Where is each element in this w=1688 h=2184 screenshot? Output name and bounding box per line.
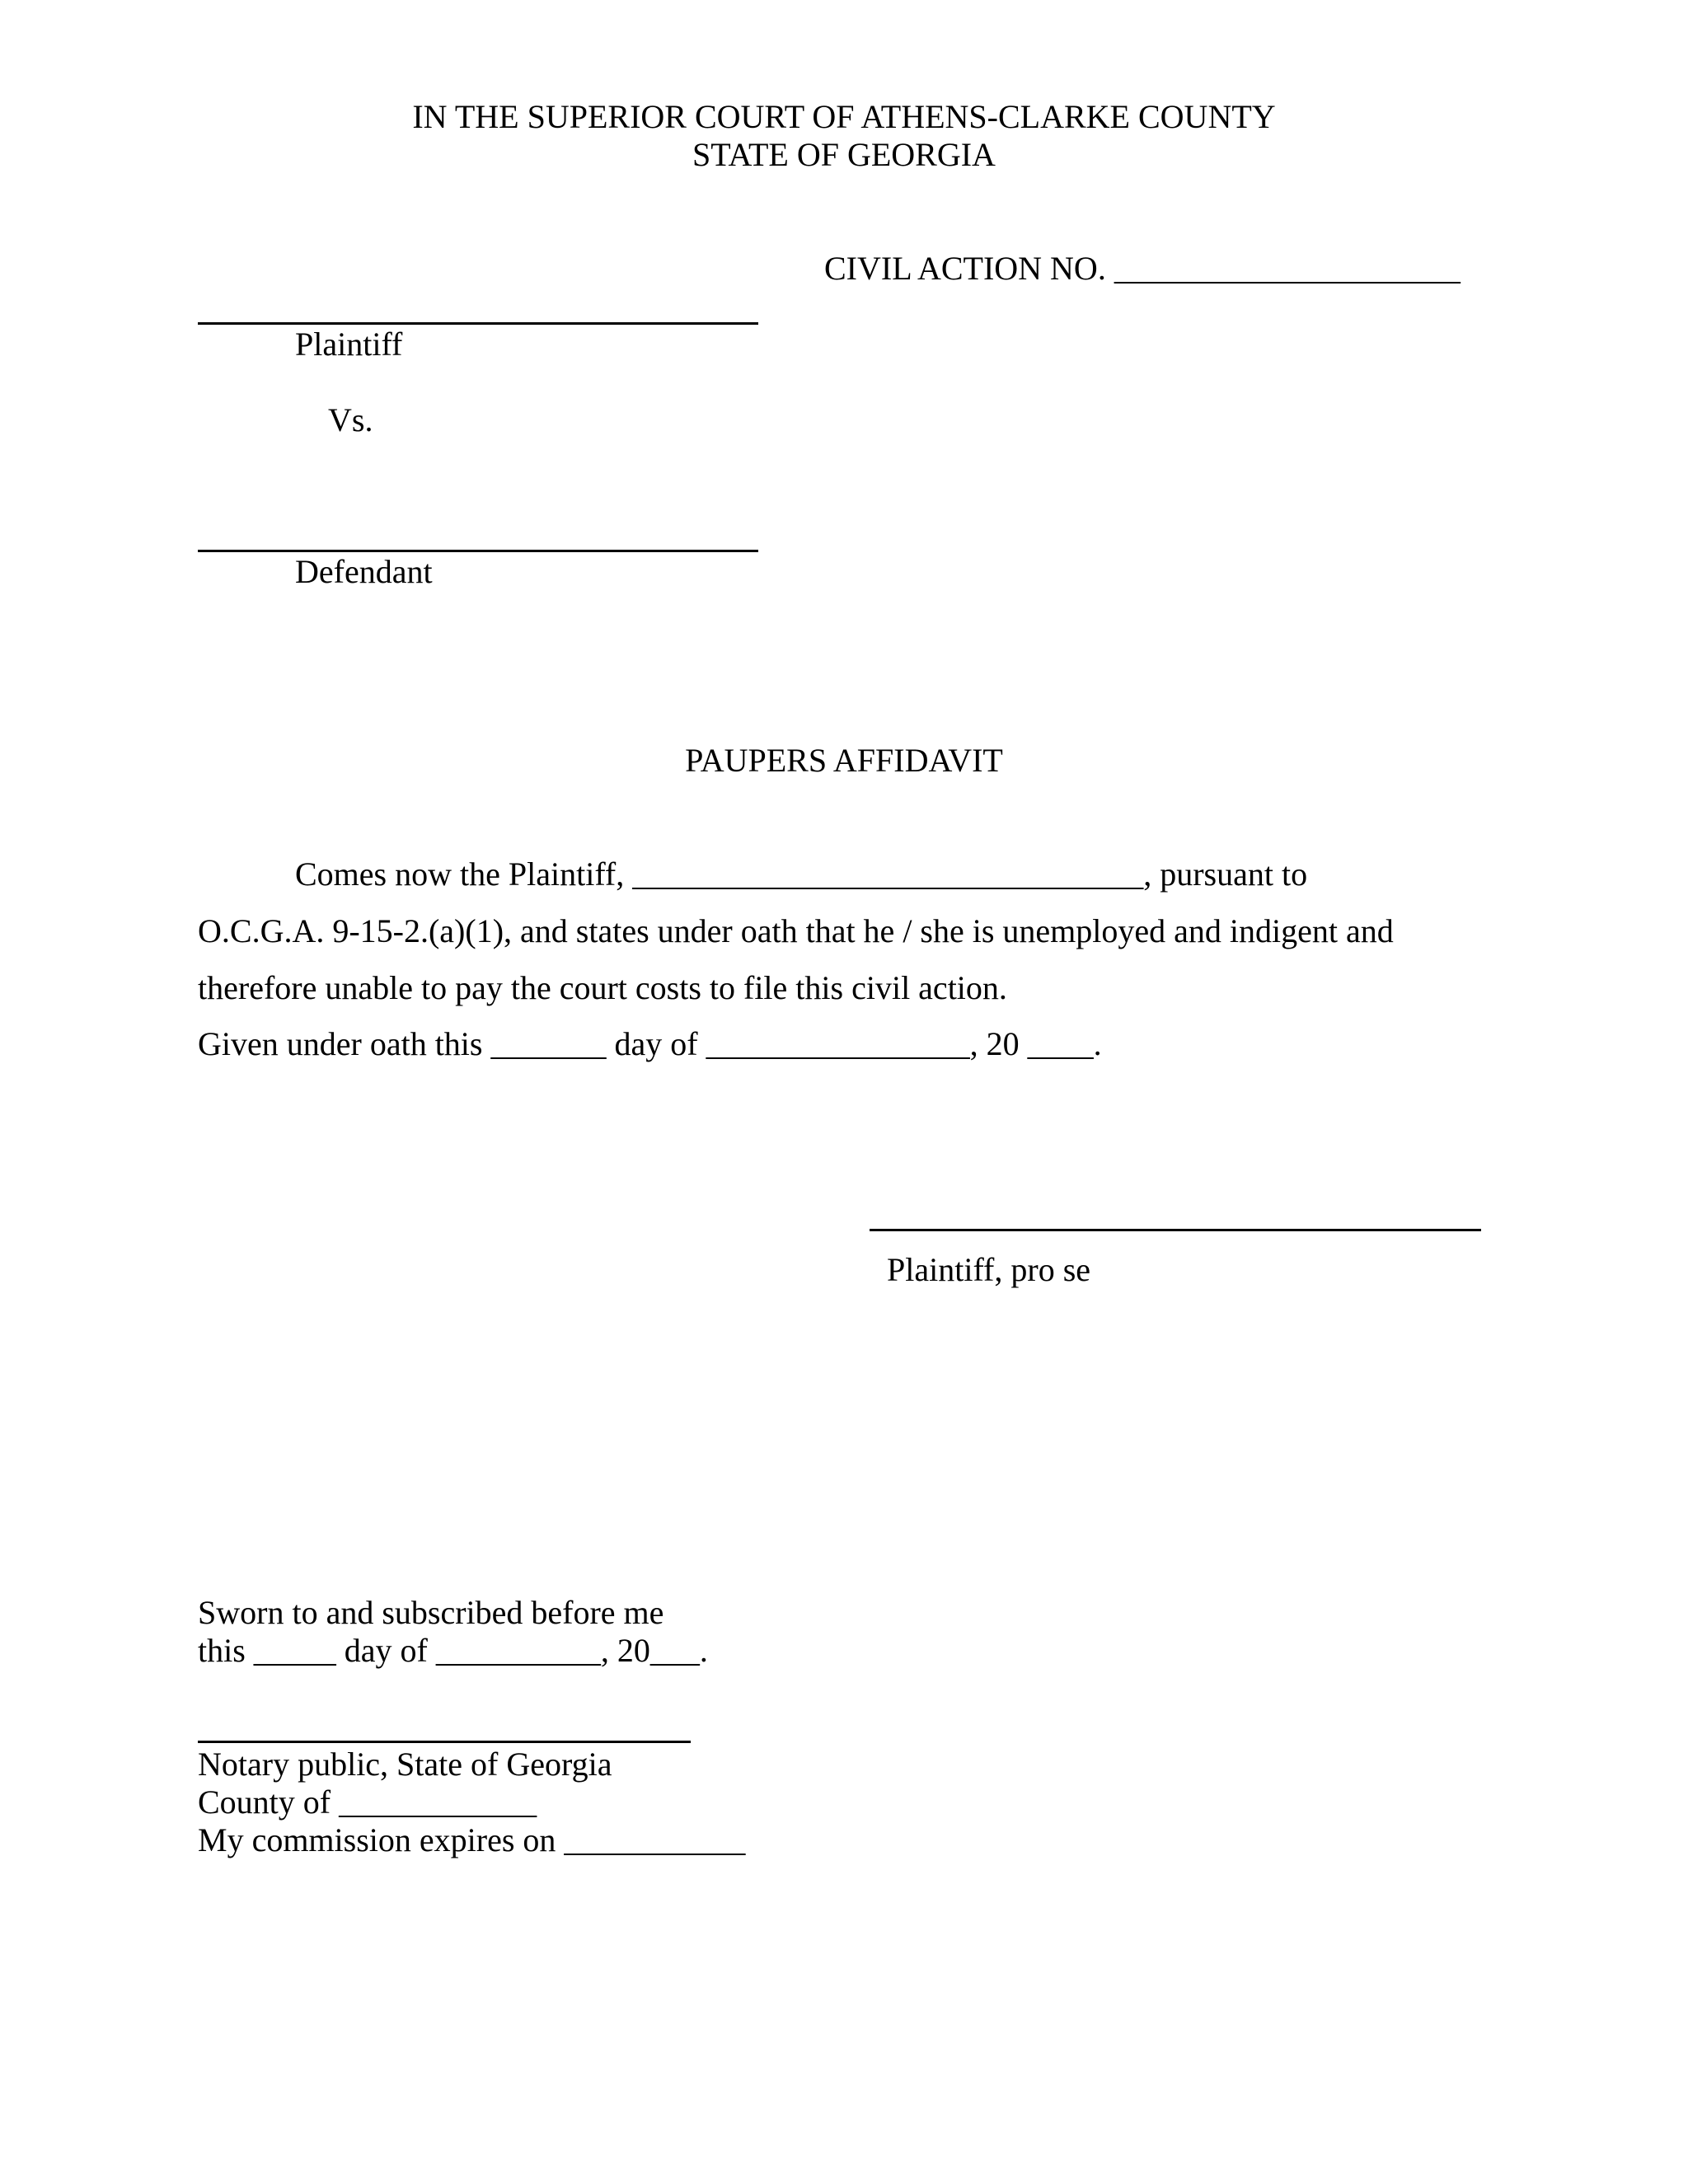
notary-date-line: this _____ day of __________, 20___. [198,1632,708,1669]
body-line-plaintiff: Comes now the Plaintiff, _______________________________, pursuant to [295,855,1308,893]
notary-county-line: County of ____________ [198,1783,537,1821]
civil-action-number-field: CIVIL ACTION NO. _____________________ [824,250,1461,287]
state-heading: STATE OF GEORGIA [692,136,996,173]
notary-signature-line [198,1741,691,1743]
notary-sworn-line: Sworn to and subscribed before me [198,1594,664,1631]
notary-title: Notary public, State of Georgia [198,1746,612,1783]
court-heading: IN THE SUPERIOR COURT OF ATHENS-CLARKE COUNTY [412,98,1276,135]
versus-label: Vs. [328,401,373,438]
plaintiff-label: Plaintiff [295,326,403,363]
body-line-oath-date: Given under oath this _______ day of ________________, 20 ____. [198,1025,1102,1062]
body-line-statute: O.C.G.A. 9-15-2.(a)(1), and states under oath that he / she is unemployed and indigent and [198,912,1394,949]
notary-commission-line: My commission expires on ___________ [198,1821,746,1858]
plaintiff-name-line [198,322,758,325]
plaintiff-signature-line [870,1229,1481,1231]
defendant-label: Defendant [295,553,433,590]
body-line-costs: therefore unable to pay the court costs to file this civil action. [198,969,1007,1006]
defendant-name-line [198,550,758,552]
document-title: PAUPERS AFFIDAVIT [685,742,1003,779]
signature-label: Plaintiff, pro se [887,1251,1091,1288]
